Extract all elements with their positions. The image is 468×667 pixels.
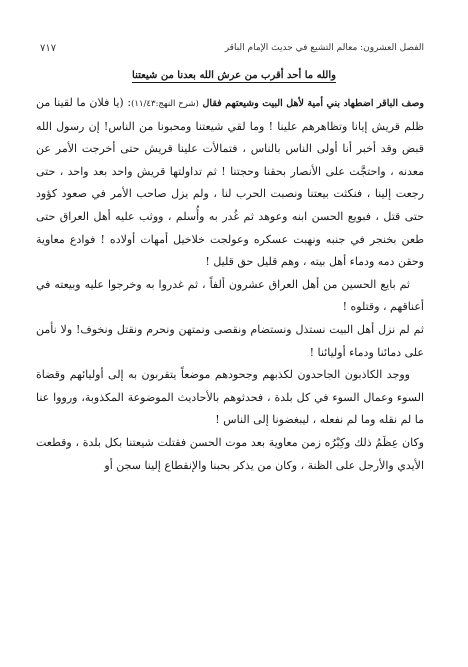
paragraph: وكان عِظَمُ ذلك وكِبْرُه زمن معاوية بعد موت الحسن فقتلت شيعتنا بكل بلدة ، وقطعت الأيدي والأرجل على الظنة ، وكان من يذكر بحبنا والإنقطاع إلينا سجن أو bbox=[36, 435, 424, 472]
page-header bbox=[40, 40, 424, 56]
hadith-title bbox=[0, 70, 468, 81]
hadith-title-text: والله ما أحد أقرب من عرش الله بعدنا من شيعتنا bbox=[132, 70, 336, 81]
paragraph-text: : (يا فلان ما لقينا من ظلم قريش إيانا وتظاهرهم علينا ! وما لقي شيعتنا ومحبونا من الناس! إن رسول الله قبض وقد أخبر أنا أولى الناس بالناس ، فتمالأت علينا قريش حتى أخرجت الأمر عن معدنه ، واحتجَّت على الأنصار بحقنا وحجتنا ! ثم تداولتها قريش واحد بعد واحد ، حتى رجعت إلينا ، فنكثت بيعتنا ونصبت الحرب لنا ، ولم يزل صاحب الأمر في صعود كؤود حتى قتل ، فبويع الحسن ابنه وعوهد ثم غُدر به وأُسلم ، ووثب عليه أهل العراق حتى طعن بخنجر في جنبه ونهبت عسكره وعولجت خلاخيل أمهات أولاده ! فوادع معاوية وحقن دمه ودماء أهل بيته ، وهم قليل حق قليل ! bbox=[36, 96, 424, 269]
body-text bbox=[36, 92, 424, 477]
page-number: ٧١٧ bbox=[40, 42, 57, 54]
paragraph: ووجد الكاذبون الجاحدون لكذبهم وجحودهم موضعاً يتقربون به إلى أوليائهم وقضاة السوء وعمال السوء في كل بلدة ، فحدثوهم بالأحاديث الموضوعة المكذوبة، ورووا عنا ما لم نقله وما لم نفعله ، ليبغضونا إلى الناس ! bbox=[36, 368, 424, 427]
source-citation: (شرح النهج:١١/٤٣) bbox=[131, 99, 199, 109]
paragraph: ثم لم نزل أهل البيت نستذل ونستضام ونقصى ونمتهن ونحرم ونقتل ونخوف! ولا نأمن على دمائنا ودماء أوليائنا ! bbox=[36, 322, 424, 359]
running-title: الفصل العشرون: معالم التشيع في حديث الإمام الباقر bbox=[224, 43, 424, 53]
paragraph: ثم بايع الحسين من أهل العراق عشرون ألفاً ، ثم غدروا به وخرجوا عليه وبيعته في أعناقهم ، وقتلوه ! bbox=[36, 277, 424, 314]
paragraph-lead: وصف الباقر اضطهاد بني أمية لأهل البيت وشيعتهم فقال bbox=[202, 98, 424, 109]
paragraph bbox=[36, 92, 424, 274]
